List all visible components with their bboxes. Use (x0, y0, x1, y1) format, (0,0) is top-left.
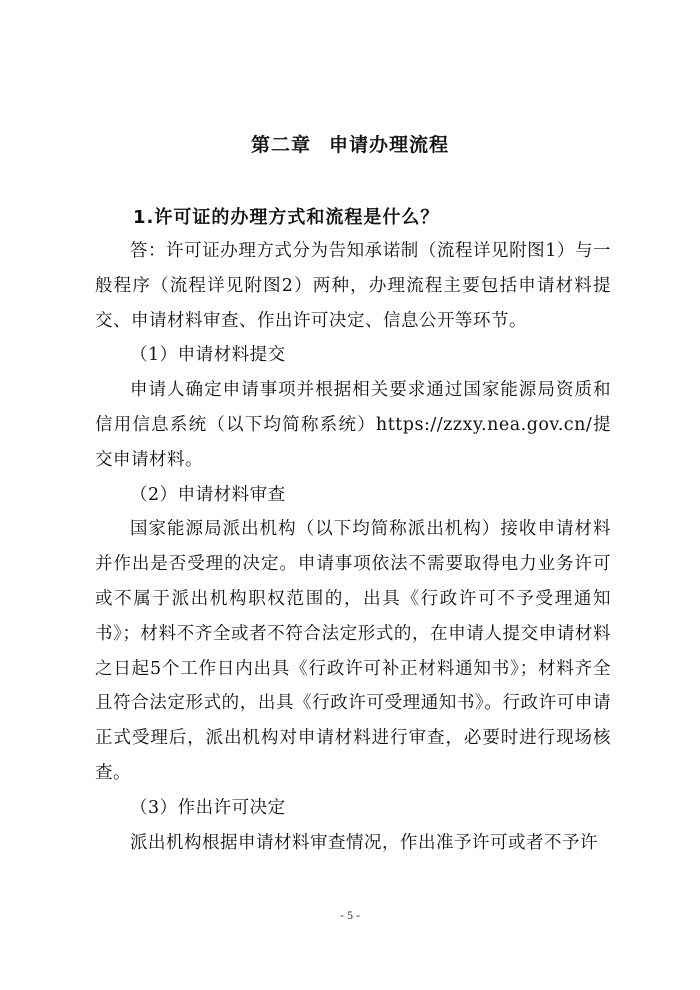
paragraph-material-review: 国家能源局派出机构（以下均简称派出机构）接收申请材料并作出是否受理的决定。申请事项依法不需要取得电力业务许可或不属于派出机构职权范围的，出具《行政许可不予受理通知书》；材料不齐全或者不符合法定形式的，在申请人提交申请材料之日起5个工作日内出具《行政许可补正材料通知书》；材料齐全且符合法定形式的，出具《行政许可受理通知书》。行政许可申请正式受理后，派出机构对申请材料进行审查，必要时进行现场核查。 (95, 519, 611, 783)
subheading-license-decision: （3）作出许可决定 (130, 797, 286, 818)
paragraph-material-submission: 申请人确定申请事项并根据相关要求通过国家能源局资质和信用信息系统（以下均简称系统）https://zzxy.nea.gov.cn/提交申请材料。 (95, 380, 611, 470)
chapter-number: 第二章 (250, 134, 311, 156)
section-heading: 1.许可证的办理方式和流程是什么？ (133, 207, 440, 228)
paragraph-license-decision: 派出机构根据申请材料审查情况，作出准予许可或者不予许 (130, 832, 598, 853)
chapter-title: 申请办理流程 (329, 134, 450, 156)
subheading-material-review: （2）申请材料审查 (130, 484, 286, 505)
body-text (95, 234, 611, 860)
chapter-heading (0, 130, 700, 157)
subheading-material-submission: （1）申请材料提交 (130, 345, 286, 366)
paragraph-answer: 答：许可证办理方式分为告知承诺制（流程详见附图1）与一般程序（流程详见附图2）两种，办理流程主要包括申请材料提交、申请材料审查、作出许可决定、信息公开等环节。 (95, 241, 611, 331)
page-number: - 5 - (340, 908, 360, 922)
